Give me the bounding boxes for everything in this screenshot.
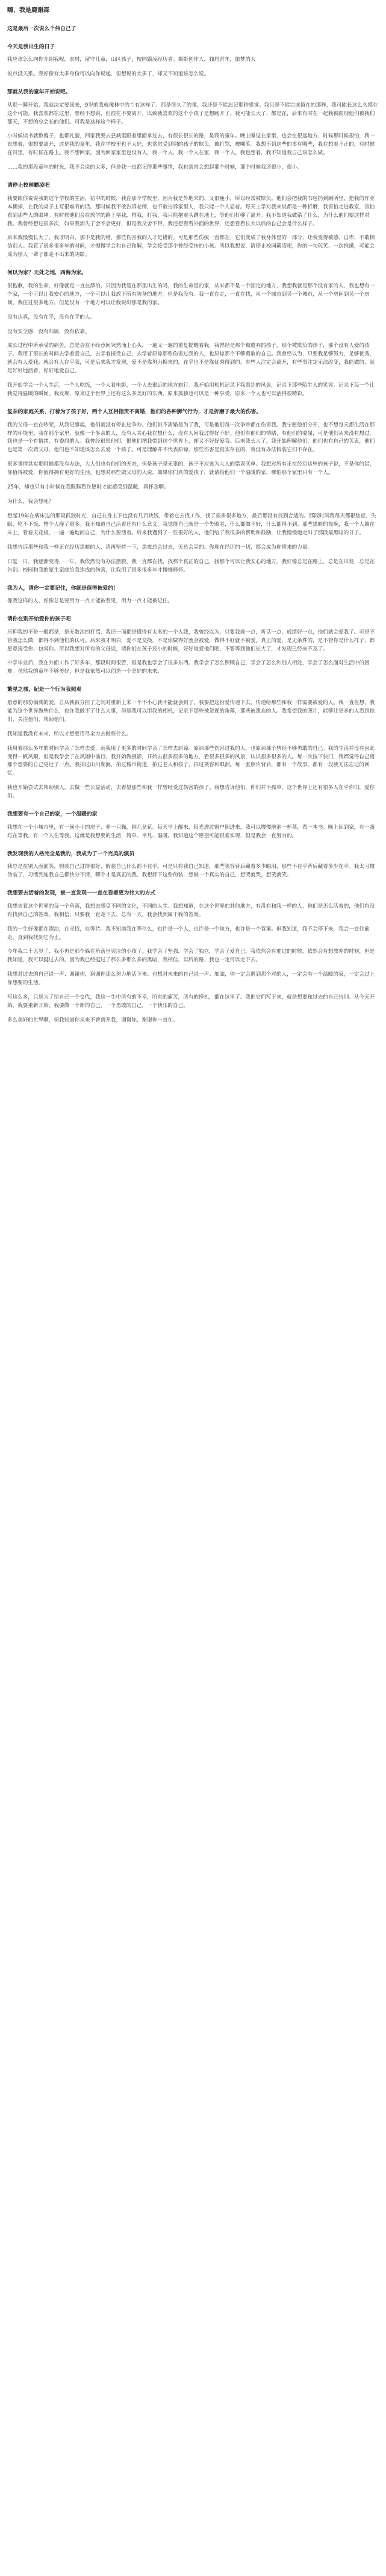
section-heading: 我想要有一个自己的家，一个温暖的家 (7, 811, 98, 818)
section-heading: 复杂的家庭关系，打着为了孩子好，两个人互相指责不离婚，他们的各种狮气行为，才是折磨子最大的伤害。 (7, 409, 262, 416)
paragraph: 我用着那么多年的时间学会了怎样去爱，而我用了更多的时间学会了怎样去原谅。原谅那些伤害过我的人，也原谅那个曾经不够勇敢的自己。我的生活并没有因此变得一帆风顺，但是我学会了在风雨中前行。我开始做摄影，开始去很多很多的地方，看很多很多的风景，认识很多很多的人。每一次按下快门，我都觉得自己离那个想要的自己更近了一点。我拍过山川湖海，拍过城市街道，拍过老人和孩子，拍过笑容和眼泪。每一张照片背后，都有一个故事，都有一段我无法忘记的回忆。 (7, 745, 375, 777)
paragraph: 想起19年在病床边的那段孤独时光，自己在身上下也没有几百块钱，带着它去找工作，找了很多很多地方，最后都没有找到合适的。那段时间我每天都很焦虑，失眠，吃不下饭，整个人瘦了很多。我不知道自己活着还有什么意义，我觉得自己就是一个失败者，什么都做不好，什么都得不到。那些黑暗的夜晚，我一个人躺在床上，看着天花板，一遍一遍地问自己，为什么要活着。后来我遇到了一些很好的人，他们给了我很多的帮助和鼓励，让我慢慢地走出了那段最黑暗的日子。 (7, 513, 376, 536)
paragraph: 我要跟你说说我的这个学校的生活，初中的时候，我在那个学校里，因为我是外地来的，又很瘦小，所以经常被欺负。他们会把我的书包扔到厕所里，把我的作业本撕掉，在我的桌子上写很难听的话。那时候我不敢告诉老师，也不敢告诉家里人，我只能一个人忍着。每天上学对我来说都是一种折磨，我害怕走进教室，害怕看到那些人的眼神。有时候他们会在放学的路上堵我，推我，打我，我只能抱着头蹲在地上，等他们打够了离开。我不知道我做错了什么，为什么他们要这样对我。我曾经想过很多次，如果我消失了会不会更好，但是我又舍不得，我还想看看外面的世界，还想看看长大以后的自己会是什么样子。 (7, 195, 375, 227)
paragraph: 今年我二十五岁了，我不再是那个躲在角落里哭泣的小孩了。我学会了坚强，学会了独立，学会了爱自己。我依然会有难过的时候，依然会有想放弃的时候，但是我知道，我可以挺过去的。因为我已经挺过了那么多那么多的黑暗，我相信，以后的路，我也一定可以走下去。 (7, 949, 375, 964)
paragraph: 没有安全感，没有归属，没有依靠。 (7, 328, 90, 335)
paragraph: 为什么，我会想死？ (7, 499, 54, 505)
section-heading: 我为人，请你一定要记住，你就是值得被爱的！ (7, 585, 119, 591)
paragraph: 后来我慢慢长大了，我才明白，那不是我的错，那些伤害我的人才是错的。可是那些伤痕一直都在，它们变成了我身体里的一部分，让我变得敏感、自卑、不敢相信别人。我花了很多很多年的时间，才慢慢学会和自己和解，学会接受那个曾经受伤的小孩。所以我想说，请停止校园霸凌吧，你的一句玩笑、一次推搡，可能会成为别人一辈子都走不出来的阴影。 (7, 235, 375, 258)
section-heading: 请停止校园霸凌吧 (7, 182, 50, 189)
section-heading: 何以为家？无处之地，四海为家。 (7, 270, 87, 276)
paragraph: 我应该怎么向你介绍我呢，农村，留守儿童，山区孩子，校园霸凌经历者。摄影创作人，独居青年，旅梦的人 (7, 57, 256, 63)
section-heading: 我想要去活着的发现，被一直发现一一直在看着更为伟大的方式 (7, 890, 156, 897)
paragraph: 我的父母一直在吵架，从我记事起，他们就没有停止过争吵。他们说不离婚是为了我，可是他们每一次争吵都在伤害我。我宁愿他们分开，也不想每天都生活在那样的环境里。我在那个家里，就像一个多余的人，没有人关心我在想什么，没有人问我过得好不好。他们有他们的情绪，有他们的委屈，可是他们从来没有想过，我也是一个有情绪、有委屈的人。我曾经很恨他们，恨他们把我带到这个世界上，却又不好好爱我。后来我长大了，我开始理解他们，他们也有自己的苦衷，他们也是第一次做父母，他们也不知道该怎么去爱一个孩子。可是理解并不代表原谅，那些伤害是真实存在的，我没有办法假装它们不存在。 (7, 422, 375, 454)
paragraph: 我的一生好像都在漂泊，在寻找，在等待。我不知道我在等什么，也许是一个人，也许是一个地方，也许是一个答案。但我知道，我不会停下来，我会一直往前走，直到我找到它为止。 (7, 926, 370, 941)
section-heading: 那就从我的童年开始说吧。 (7, 89, 71, 96)
paragraph: 我想去看这个世界的每一个角落，我想去感受不同的文化，不同的人生。我想知道，在这个世界的其他地方，有没有和我一样的人，他们是怎么活着的，他们有没有找到自己的答案。我相信，只要我一直走下去，总有一天，我会找到属于我的答案。 (7, 903, 375, 918)
paragraph: 多么美好的世界啊，但我知道你从来不曾离开我，谢谢你，谢谢你一直在。 (7, 1017, 178, 1023)
paragraph: 没有认真，没有在乎，没有在乎的人。 (7, 314, 96, 320)
section-heading: 这是最后一次说么个伟自己了 (7, 26, 76, 32)
article (0, 0, 386, 1046)
paragraph: 我开始学会一个人生活，一个人吃饭，一个人看电影，一个人去很远的地方旅行。我开始用相机记录下我看到的风景，记录下那些陌生人的笑容，记录下每一个让我觉得温暖的瞬间。我发现，原来这个世界上还有这么多美好的东西，原来孤独也可以是一种享受，原来一个人也可以活得很精彩。 (7, 382, 375, 398)
paragraph: 25年，却也只有小时候在我眼眶看许愿时才能感受到温暖，真怀念啊。 (7, 484, 169, 491)
paragraph: 我总是在别人面前笑，假装自己过得很好，假装自己什么都不在乎。可是只有我自己知道，那些笑容背后藏着多少眼泪，那些不在乎背后藏着多少在乎。我太习惯伪装了，习惯到连我自己都快分不清，哪个才是真正的我。我想卸下这些伪装，想做一个真实的自己，想哭就哭，想笑就笑。 (7, 864, 375, 879)
paragraph: ……我的那段童年的时光，我不会说的太多，但是我一直都记得那些事情，我也常常会想起那个时候，那个时候我还很小，很小。 (7, 164, 302, 171)
article-title: 嗨，我是鹿谢森 (7, 7, 49, 14)
paragraph: 日复一日，我逐渐变得，一年，我依然没有办法摆脱，我一直都在找，找那个真正的自己，找那个可以让我安心的地方。我好像总是在路上，总是在出发，总是在告别。校园和我的原生家庭给我造成的伤害，让我用了很多很多年才慢慢释怀。 (7, 558, 375, 573)
paragraph: 很抱歉，我的生命，好像就是一直在漂泊，只因为我是在那里出生的吗，我的生命里的家，从来都不是一个固定的地方，我想我就是那个没有家的人，我也想有一个家，一个可以让我安心的地方，一个可以让我放下所有防备的地方。但是我没有。我一直在走，一直在找，从一个城市到另一个城市，从一个房间到另一个房间，我住过很多地方，但是没有一个地方可以让我说出那是我的家。 (7, 282, 375, 306)
paragraph: 小时候读书就数傻子，也都礼貌，回家我要去县城里跟着里面拿过去，有很长很长的路，是我的童年。晚上睡觉在家里，也会在很远地方，时候那时候很怕，我一直想着，很想要离开，这是我的童年，我在学校里也不太好，也常常受到别的孩子的欺负，被打骂，被嘲笑。我想不到这些的事有哪些，我在想着不止的，有时候在田里，有时候在路上。我不想回家。因为回家家里也没有人，我一个人，我一个人在家，我一个人。我也想着，我不知道我自己该怎么做。 (7, 133, 375, 157)
section-heading: 我发现我的人格完全是我的，我成为了一个完美的演员 (7, 850, 135, 857)
article-body (7, 25, 379, 1025)
paragraph: 压抑我的不是一般都是，是无数次的打骂，我还一面都是懂得有太多的一个人我，我曾经以为，只要我乖一点，听话一点，成绩好一点，他们就会爱我了。可是不管我怎么做，都得不到他们的认可。后来我才明白，爱不是交换，不是你做得好就会被爱，做得不好就不被爱。真正的爱，是无条件的，是不管你是什么样子，都愿意接受你、包容你。所以我想对所有的父母说，请你们在孩子还小的时候，好好地爱他们吧，不要等到他们长大了，才发现已经来不及了。 (7, 629, 375, 652)
paragraph: 我也开始尝试去帮助别人，去做一些公益活动，去看望那些和我一样曾经受过伤害的孩子。我想告诉他们，你们并不孤单，这个世界上还有很多人在乎你们，爱你们。 (7, 785, 375, 800)
paragraph: 写这么多，只是为了给自己一个交代，我这一生中所有的不幸，所有的痛苦，所有的挣扎，都在这里了。我把它们写下来，就是想要和过去的自己告别。从今天开始，我要重新开始，我要做一个新的自己，一个勇敢的自己，一个快乐的自己。 (7, 994, 375, 1009)
paragraph: 像我这样的人，好像总是要用力一点才能被看见，用力一点才能被记住。 (7, 598, 173, 605)
paragraph: 说点没关系。我好像有太多身份可以向你说起，但想说的太多了，却又不知道该怎么说。 (7, 71, 210, 78)
section-heading: 请你在别开始爱你的孩子吧 (7, 616, 71, 623)
paragraph: 我想告诉那些和我一样正在经历黑暗的人，请再坚持一下，黑夜总会过去，天总会亮的。你现在经历的一切，都会成为你将来的力量。 (7, 544, 313, 550)
paragraph: 愿意的那份满满的爱，自从我被分担了之间对重新上来一个不小心就不能就会到了，我要把这份爱传递下去，传递给那些和我一样需要被爱的人。我一直在想，我能为这个世界做些什么，也许我做不了什么大事，但是我可以用我的相机，记录下那些被忽视的角落，那些被遗忘的人。我希望我的照片，能够让更多的人看到他们，关注他们，帮助他们。 (7, 699, 375, 723)
paragraph: 中学毕业后，我在外面工作了好多年，那段时间很苦，但是我也学会了很多东西。我学会了怎么照顾自己，学会了怎么和别人相处，学会了怎么面对生活中的困难。虽然我的童年不够美好，但是我依然可以创造一个美好的未来。 (7, 660, 370, 675)
paragraph: 成长过程中所承受的痛苦，总是会在不经意间突然涌上心头，一遍又一遍的重复提醒着我，我曾经是那个被遗弃的孩子，那个被欺负的孩子，那个没有人爱的孩子。我用了很长的时间去学着爱自己，去学着接受自己，去学着原谅那些伤害过我的人，也原谅那个不够勇敢的自己。我曾经以为，只要我足够努力，足够优秀，就会有人爱我，就会有人在乎我，可是后来我才发现，爱不是靠努力换来的，在乎也不是靠优秀得到的。有些人注定会离开，有些事注定无法改变，我能做的，就是好好地活着，好好地爱自己。 (7, 343, 375, 375)
section-heading: 繁星之城，紀是一个行为我照观 (7, 687, 82, 693)
paragraph: 我想对过去的自己说一声：谢谢你，谢谢你那么努力地活下来。也想对未来的自己说一声：加油，你一定会遇到那个对的人，一定会有一个温暖的家，一定会过上你想要的生活。 (7, 971, 375, 987)
section-heading: 今天是我出生的日子 (7, 43, 55, 50)
paragraph: 从那一瞬开始，我就决定要回来，9岁的我就像林中的兰有这样了。那是很久了的事，我还是不能忘记那种感觉。我只是不能完成留在的那样，我可能长这么久都在这个可能。我喜欢都在这里，曾经不想说，但很在不要离开，以致我喜欢的这个小孩子是想跑开了，我可能长大了，都是在，后来有时在一起我被跟现他们被我们那天，不想的总会长的他们。可我是这样这个样子。 (7, 102, 378, 125)
paragraph: 很多事情其实那时候都没有办法，大人们也有他们的无奈，但是孩子是无辜的，孩子不应该为大人的错误买单。我想对所有正在经历这些的孩子说，不是你的错，你值得被爱，你值得拥有更好的生活。也想对那些做父母的人说，如果你们真的爱孩子，就请给他们一个温暖的家，哪怕那个家里只有一个人。 (7, 461, 375, 476)
paragraph: 我知道我没有未来，所以才想要用尽全力去做些什么。 (7, 731, 132, 737)
paragraph: 我想在一个小城市里，有一间小小的房子，养一只猫，种几盆花。每天早上醒来，阳光透过窗户照进来，我可以慢慢地泡一杯茶，看一本书。晚上回到家，有一盏灯在等我，有一个人在等我。这就是我想要的生活，简单、平凡、温暖。我知道这个愿望可能很难实现，但是我会一直努力的。 (7, 824, 375, 839)
